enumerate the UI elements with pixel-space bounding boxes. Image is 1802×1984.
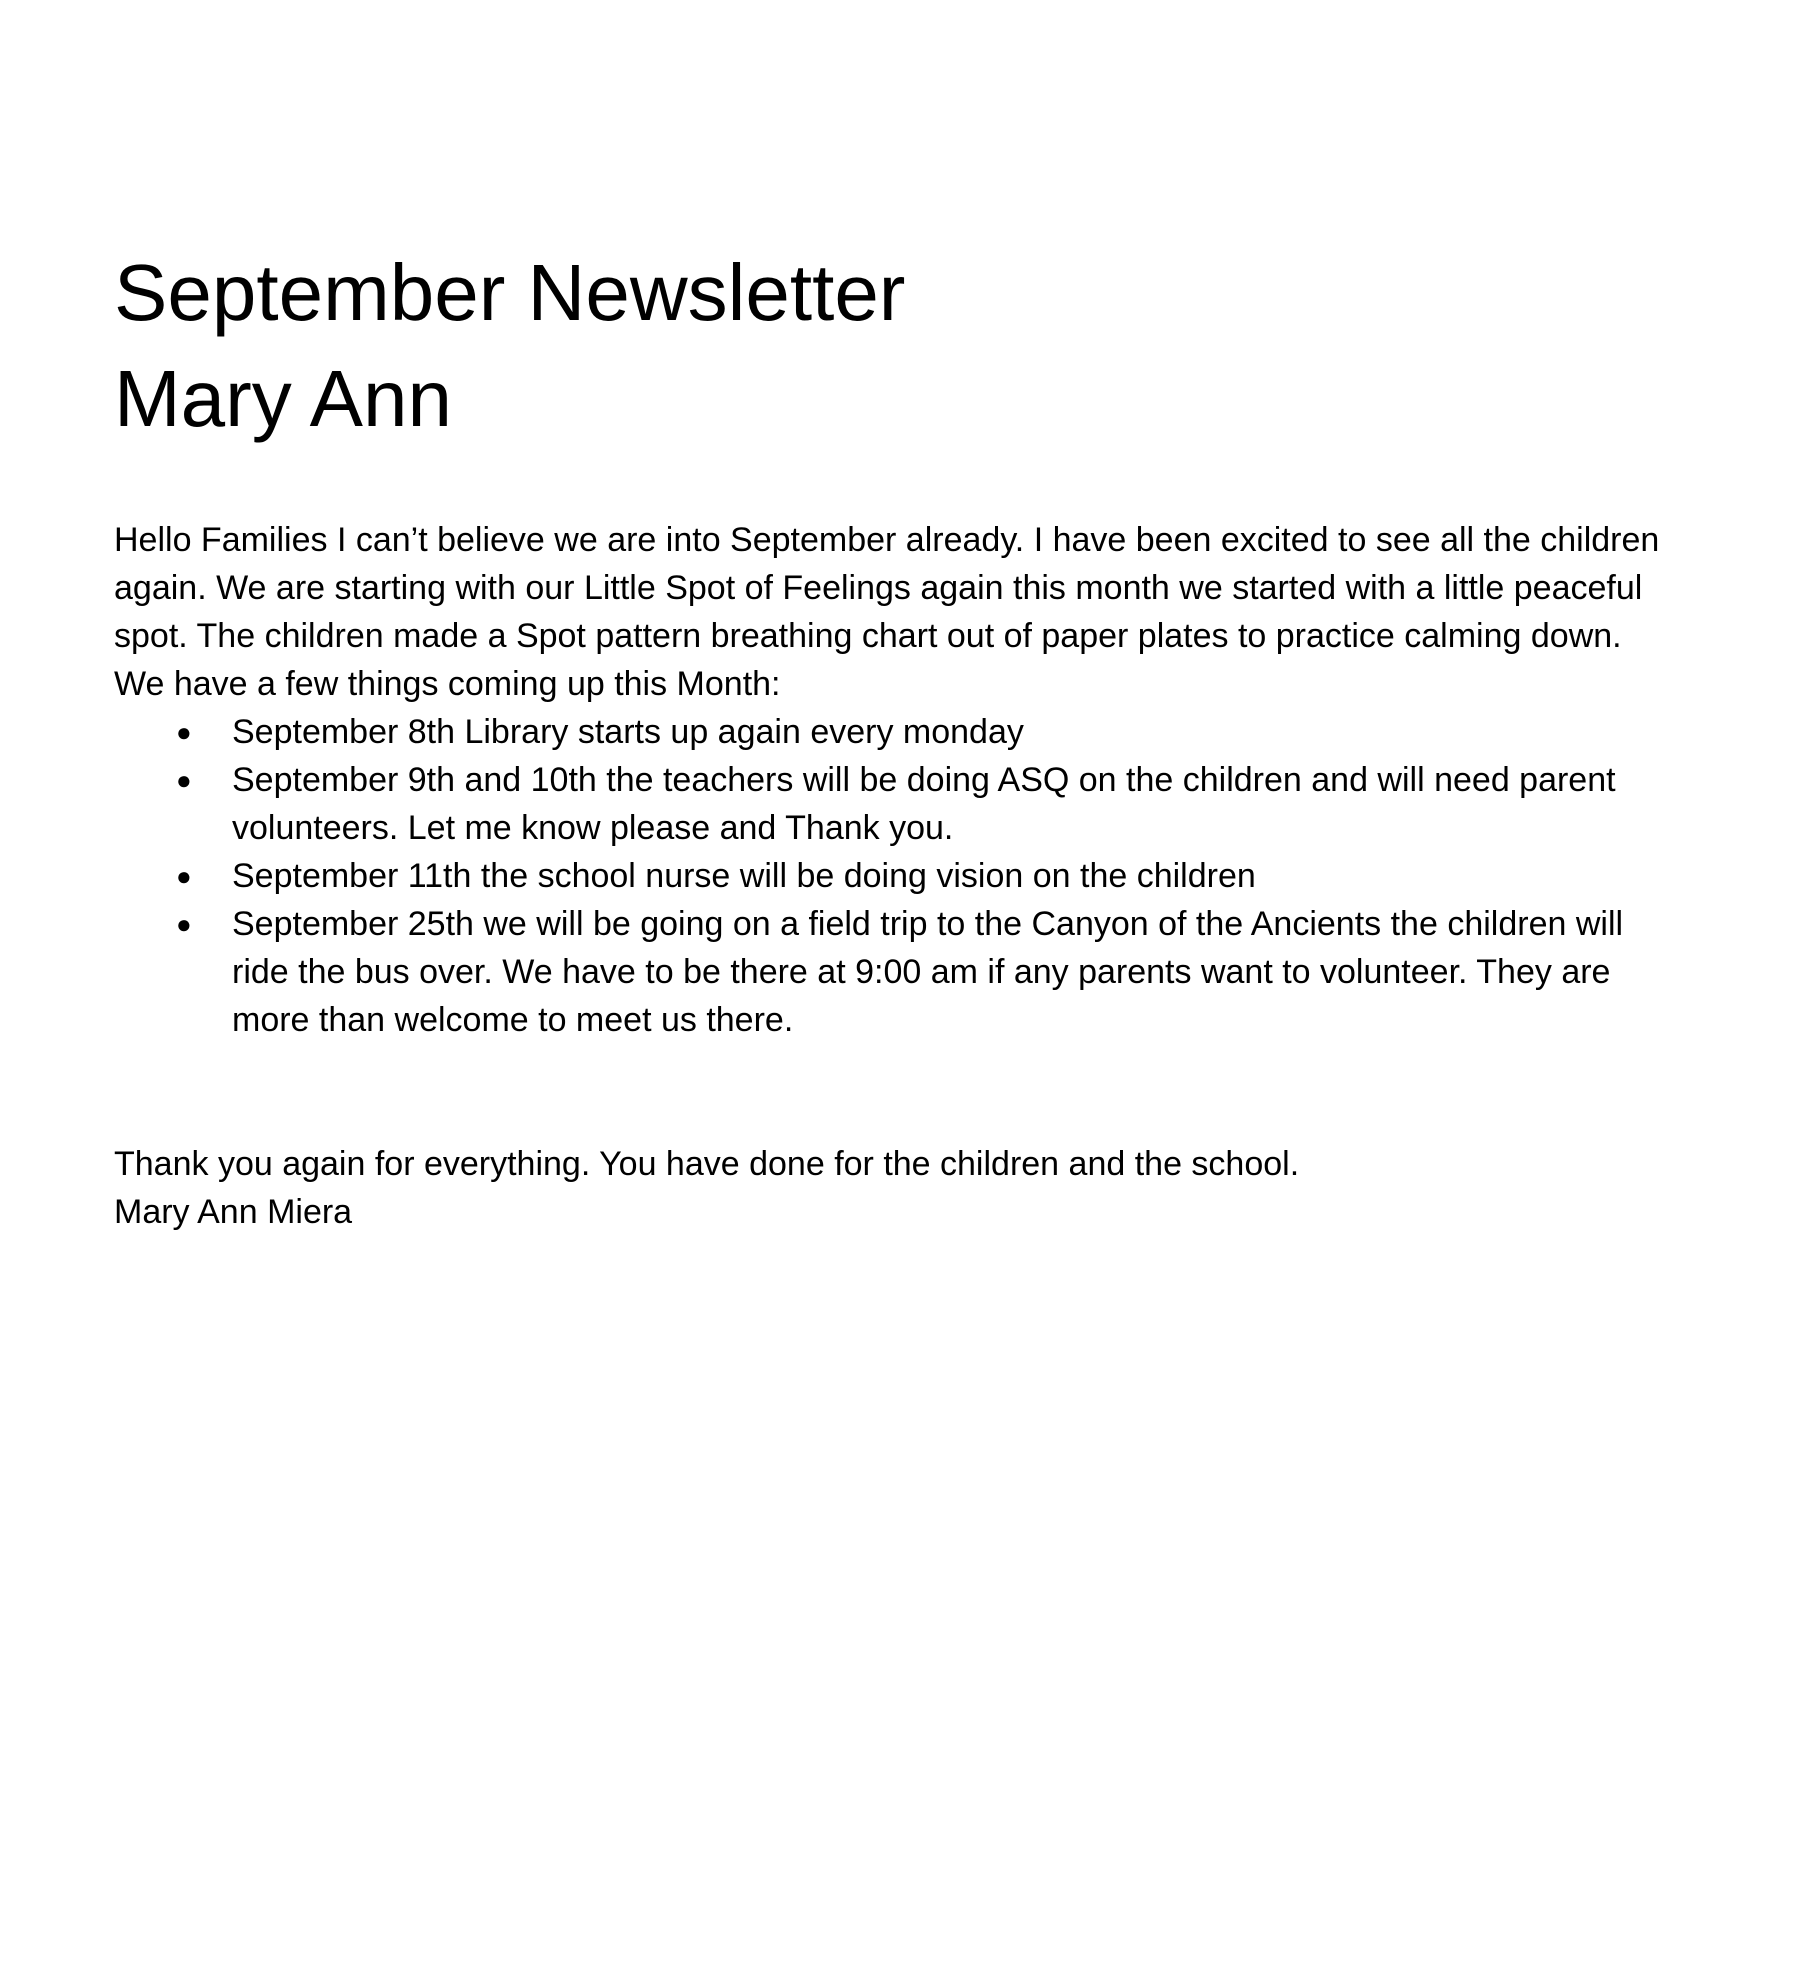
title-line-1: September Newsletter: [114, 248, 906, 337]
list-item-text: September 8th Library starts up again every monday: [232, 713, 1024, 751]
list-item-text: September 9th and 10th the teachers will be doing ASQ on the children and will need parent volunteers. Let me know please and Thank you.: [232, 761, 1616, 847]
list-item-text: September 25th we will be going on a field trip to the Canyon of the Ancients the children will ride the bus over. We have to be there at 9:00 am if any parents want to volunteer. They are more than welcome to meet us there.: [232, 905, 1624, 1039]
title-line-2: Mary Ann: [114, 354, 452, 443]
closing-paragraph: Thank you again for everything. You have done for the children and the school.: [114, 1145, 1300, 1183]
signature: Mary Ann Miera: [114, 1193, 353, 1231]
page-title: [114, 240, 1674, 452]
list-item: [114, 900, 1674, 1044]
intro-paragraph: Hello Families I can’t believe we are into September already. I have been excited to see all the children again. We are starting with our Little Spot of Feelings again this month we started with a little peaceful spot. The children made a Spot pattern breathing chart out of paper plates to practice calming down.: [114, 521, 1660, 655]
list-item: [114, 708, 1674, 756]
list-item: [114, 852, 1674, 900]
list-item: [114, 756, 1674, 852]
bullet-icon: ●: [176, 909, 192, 939]
bullet-icon: ●: [176, 861, 192, 891]
list-lead: We have a few things coming up this Month:: [114, 665, 781, 703]
events-list: [114, 708, 1674, 1044]
list-item-text: September 11th the school nurse will be doing vision on the children: [232, 857, 1256, 895]
document-page: [114, 240, 1674, 1236]
bullet-icon: ●: [176, 717, 192, 747]
bullet-icon: ●: [176, 765, 192, 795]
